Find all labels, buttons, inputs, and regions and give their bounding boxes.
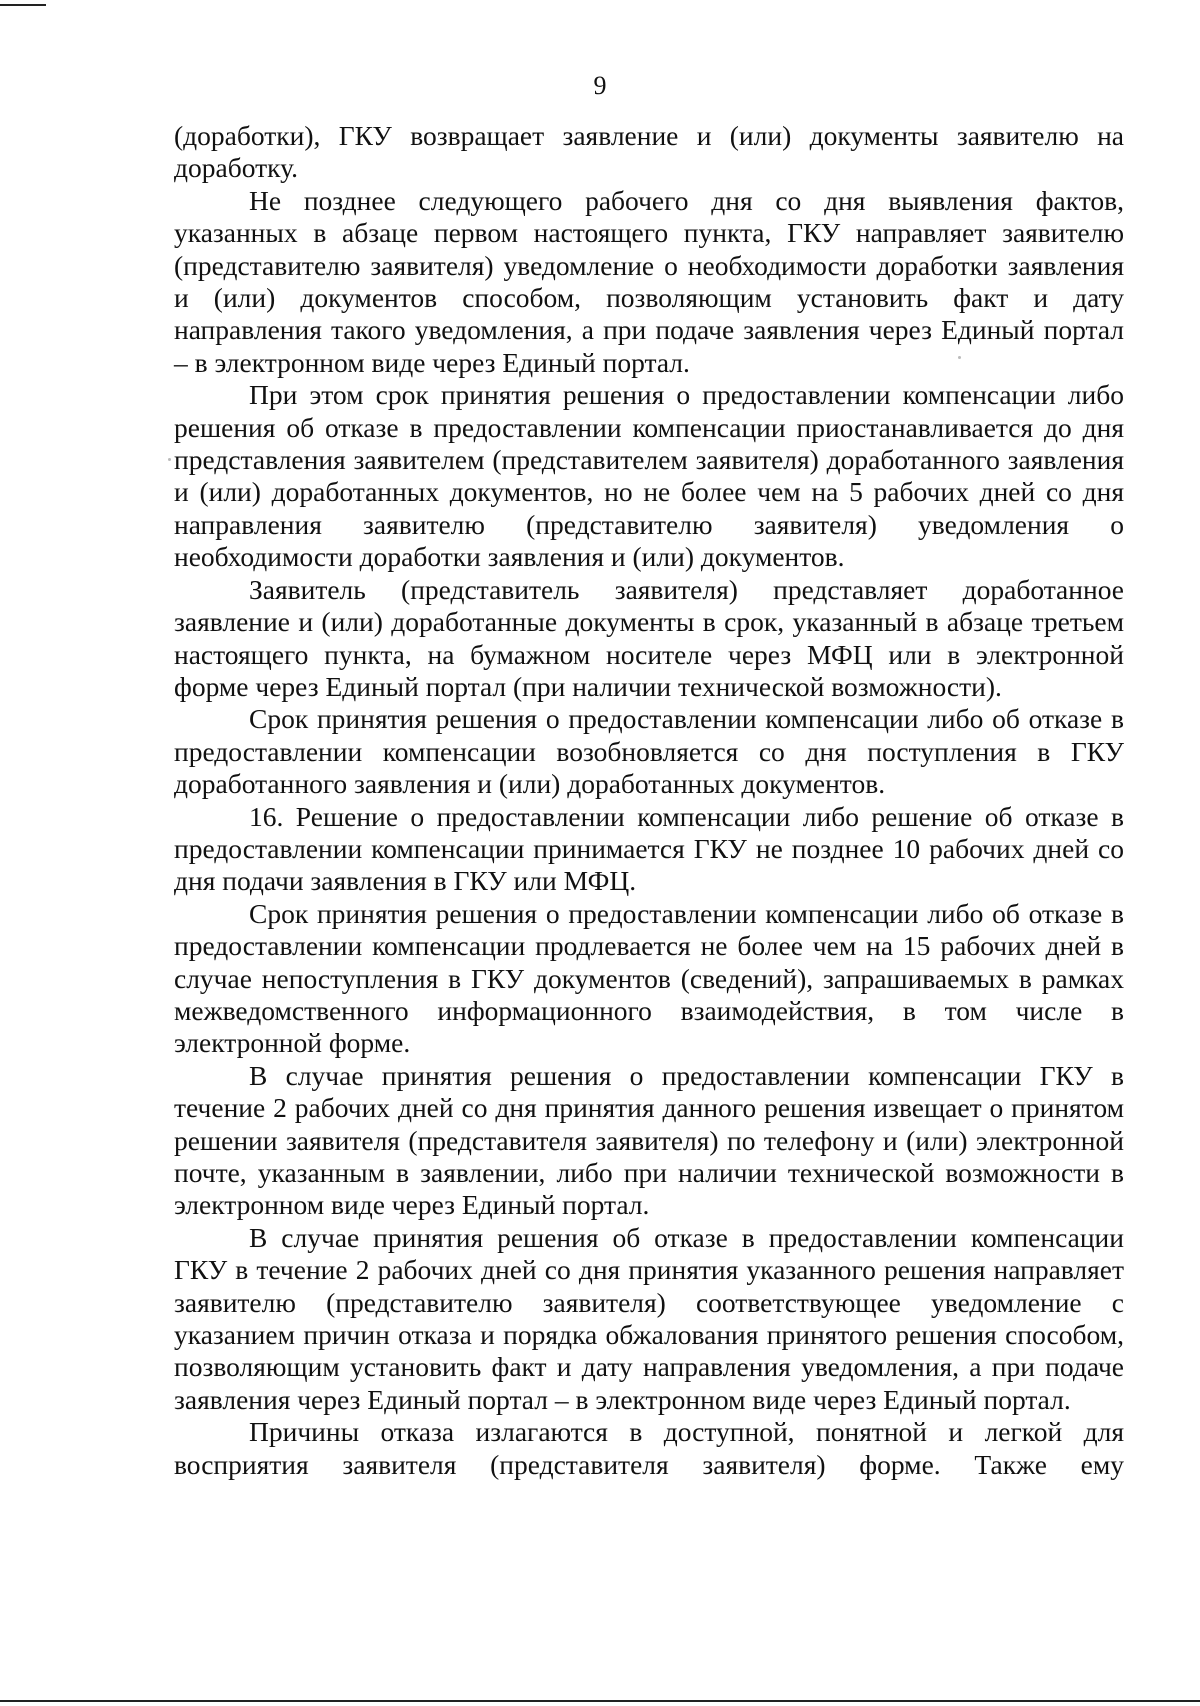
scan-edge-line [0,1700,1200,1702]
paragraph: Заявитель (представитель заявителя) представляет доработанное заявление и (или) доработанные документы в срок, указанный в абзаце третьем настоящего пункта, на бумажном носителе через МФЦ или в электронной форме через Единый портал (при наличии технической возможности). [174,573,1124,702]
scan-speck [168,458,171,461]
paragraph: Не позднее следующего рабочего дня со дня выявления фактов, указанных в абзаце первом настоящего пункта, ГКУ направляет заявителю (представителю заявителя) уведомление о необходимости доработки заявления и (или) документов способом, позволяющим установить факт и дату направления такого уведомления, а при подаче заявления через Единый портал – в электронном виде через Единый портал. [174,184,1124,378]
paragraph: При этом срок принятия решения о предоставлении компенсации либо решения об отказе в предоставлении компенсации приостанавливается до дня представления заявителем (представителем заявителя) доработанного заявления и (или) доработанных документов, но не более чем на 5 рабочих дней со дня направления заявителю (представителю заявителя) уведомления о необходимости доработки заявления и (или) документов. [174,379,1124,573]
document-body [174,120,1124,1481]
scan-speck [958,356,961,359]
paragraph: В случае принятия решения о предоставлении компенсации ГКУ в течение 2 рабочих дней со дня принятия данного решения извещает о принятом решении заявителя (представителя заявителя) по телефону и (или) электронной почте, указанным в заявлении, либо при наличии технической возможности в электронном виде через Единый портал. [174,1059,1124,1221]
paragraph-continues-next-page: Причины отказа излагаются в доступной, понятной и легкой для восприятия заявителя (представителя заявителя) форме. Также ему [174,1416,1124,1480]
paragraph: Срок принятия решения о предоставлении компенсации либо об отказе в предоставлении компенсации продлевается не более чем на 15 рабочих дней в случае непоступления в ГКУ документов (сведений), запрашиваемых в рамках межведомственного информационного взаимодействия, в том числе в электронной форме. [174,897,1124,1059]
paragraph-continuation: (доработки), ГКУ возвращает заявление и (или) документы заявителю на доработку. [174,120,1124,184]
scan-edge-line [0,4,46,6]
paragraph: В случае принятия решения об отказе в предоставлении компенсации ГКУ в течение 2 рабочих дней со дня принятия указанного решения направляет заявителю (представителю заявителя) соответствующее уведомление с указанием причин отказа и порядка обжалования принятого решения способом, позволяющим установить факт и дату направления уведомления, а при подаче заявления через Единый портал – в электронном виде через Единый портал. [174,1221,1124,1415]
page-number: 9 [593,71,607,100]
paragraph: Срок принятия решения о предоставлении компенсации либо об отказе в предоставлении компенсации возобновляется со дня поступления в ГКУ доработанного заявления и (или) доработанных документов. [174,703,1124,800]
paragraph-item-16: 16. Решение о предоставлении компенсации либо решение об отказе в предоставлении компенсации принимается ГКУ не позднее 10 рабочих дней со дня подачи заявления в ГКУ или МФЦ. [174,800,1124,897]
